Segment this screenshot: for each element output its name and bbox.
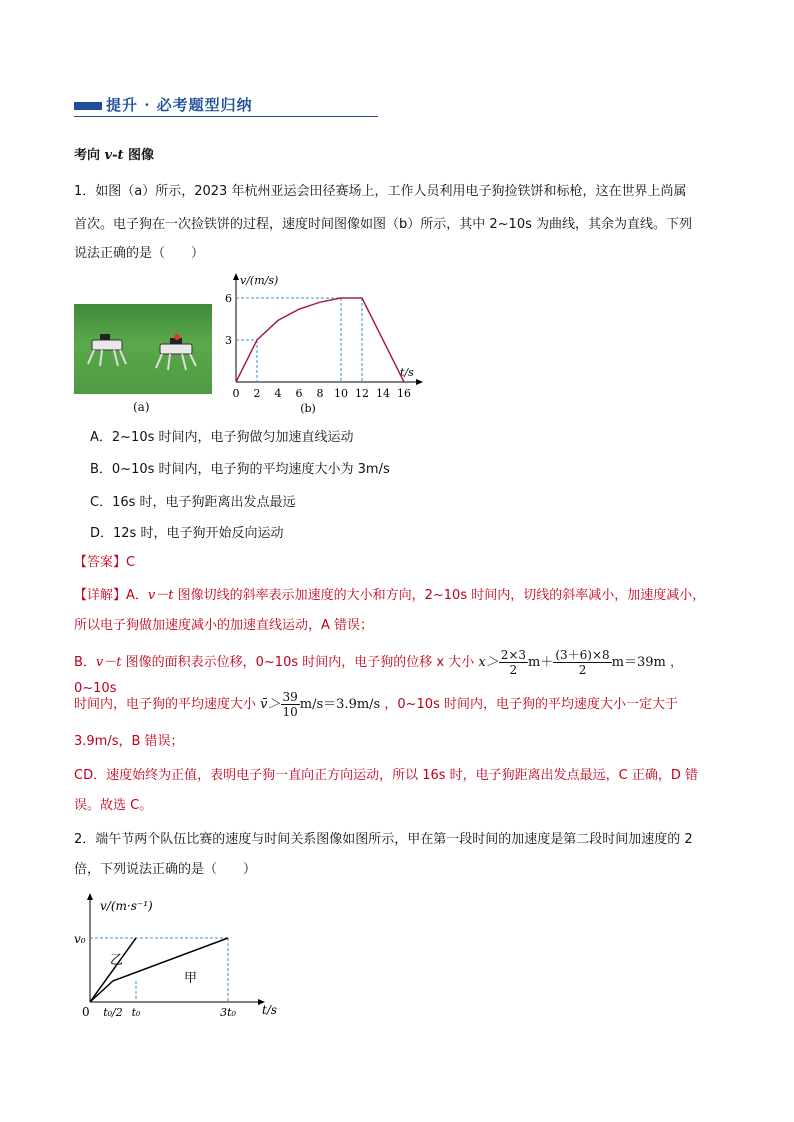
vt-chart-b bbox=[224, 272, 424, 424]
y-tick-label: v₀ bbox=[74, 932, 86, 946]
detail-4b: ，0~10s 时间内，电子狗的平均速度大小一定大于 bbox=[384, 697, 678, 712]
velocity-curve bbox=[236, 298, 404, 382]
x-tick-label: 2 bbox=[253, 387, 261, 400]
y-axis-arrow bbox=[233, 273, 239, 280]
x-tick-label: 4 bbox=[274, 387, 282, 400]
origin-label: 0 bbox=[82, 1005, 90, 1019]
x-axis-arrow bbox=[416, 379, 423, 385]
frac-1 bbox=[499, 648, 528, 677]
q1-stem-line-1: 1．如图（a）所示，2023 年杭州亚运会田径赛场上，工作人员利用电子狗捡铁饼和标枪，这在世界上尚属 bbox=[74, 184, 687, 199]
detail-3d: ，0~10s bbox=[74, 655, 684, 696]
topic-prefix: 考向 bbox=[74, 148, 101, 163]
x-tick-label: 14 bbox=[376, 387, 390, 400]
q1-stem-line-3: 说法正确的是（ ） bbox=[74, 246, 205, 261]
y-axis-label: v/(m/s) bbox=[240, 274, 279, 287]
x-tick-label: t₀ bbox=[131, 1006, 141, 1019]
q1-answer: 【答案】C bbox=[74, 555, 136, 570]
header-accent-bar bbox=[74, 102, 102, 110]
topic-heading bbox=[74, 144, 154, 163]
detail-line-1 bbox=[74, 584, 724, 608]
x-tick-label: 10 bbox=[334, 387, 348, 400]
x-tick-label: 6 bbox=[295, 387, 303, 400]
series-line-2 bbox=[90, 938, 228, 1002]
series-line-1 bbox=[90, 938, 136, 1002]
q1-stem-line-2: 首次。电子狗在一次捡铁饼的过程，速度时间图像如图（b）所示，其中 2~10s 为曲线，其余为直线。下列 bbox=[74, 217, 692, 232]
y-axis-arrow bbox=[87, 893, 93, 900]
frac-2-den: 2 bbox=[578, 663, 587, 677]
x-axis-label: t/s bbox=[262, 1003, 278, 1017]
q1-option-c: C．16s 时，电子狗距离出发点最远 bbox=[90, 495, 296, 510]
formula-x: x＞ bbox=[478, 655, 499, 670]
formula-v: m/s＝3.9m/s bbox=[299, 697, 381, 712]
detail-1c: 图像切线的斜率表示加速度的大小和方向，2~10s 时间内，切线的斜率减小，加速度减小， bbox=[173, 588, 706, 603]
q1-option-a: A．2~10s 时间内，电子狗做匀加速直线运动 bbox=[90, 430, 354, 445]
electronic-dog-photo bbox=[74, 304, 212, 394]
q1-option-d: D．12s 时，电子狗开始反向运动 bbox=[90, 526, 284, 541]
q1-option-b: B．0~10s 时间内，电子狗的平均速度大小为 3m/s bbox=[90, 462, 390, 477]
header-underline bbox=[74, 116, 378, 117]
series-label-jia: 甲 bbox=[184, 971, 198, 986]
frac-2 bbox=[553, 648, 611, 677]
detail-line-4 bbox=[74, 690, 724, 719]
y-tick-label: 6 bbox=[225, 292, 232, 305]
x-tick-label: 16 bbox=[397, 387, 411, 400]
fig-a-caption: (a) bbox=[133, 400, 150, 414]
q2-stem-line-1: 2．端午节两个队伍比赛的速度与时间关系图像如图所示，甲在第一段时间的加速度是第二段时间加速度的 2 bbox=[74, 832, 693, 847]
velocity-formula bbox=[260, 690, 384, 719]
fig-b-caption: (b) bbox=[300, 402, 316, 415]
series-label-yi: 乙 bbox=[110, 953, 124, 968]
frac-1-num: 2×3 bbox=[500, 648, 527, 662]
y-axis-label: v/(m·s⁻¹) bbox=[100, 899, 153, 913]
detail-line-6: CD．速度始终为正值，表明电子狗一直向正方向运动，所以 16s 时，电子狗距离出发点最远，C 正确，D 错 bbox=[74, 768, 699, 783]
x-tick-label: 12 bbox=[355, 387, 369, 400]
x-tick-label: 3t₀ bbox=[220, 1006, 236, 1019]
detail-line-7: 误。故选 C。 bbox=[74, 798, 153, 813]
q2-stem-line-2: 倍，下列说法正确的是（ ） bbox=[74, 862, 257, 877]
section-header bbox=[74, 92, 378, 120]
formula-vbar: v̄＞ bbox=[260, 697, 281, 712]
x-axis-label: t/s bbox=[400, 366, 414, 379]
detail-line-2: 所以电子狗做加速度减小的加速直线运动，A 错误； bbox=[74, 618, 374, 633]
x-tick-label: t₀/2 bbox=[103, 1006, 123, 1019]
detail-4a: 时间内，电子狗的平均速度大小 bbox=[74, 697, 257, 712]
detail-line-5: 3.9m/s，B 错误； bbox=[74, 734, 184, 749]
frac-1-den: 2 bbox=[509, 663, 518, 677]
detail-1a: 【详解】A． bbox=[74, 588, 148, 603]
frac-2-num: (3＋6)×8 bbox=[555, 648, 610, 662]
x-tick-label: 8 bbox=[316, 387, 324, 400]
displacement-formula bbox=[478, 648, 670, 677]
detail-3a: B． bbox=[74, 655, 96, 670]
x-tick-label: 0 bbox=[232, 387, 240, 400]
detail-1b: v－t bbox=[147, 588, 174, 603]
vt-chart-q2 bbox=[72, 890, 292, 1029]
y-tick-label: 3 bbox=[225, 334, 232, 347]
header-title: 提升 · 必考题型归纳 bbox=[106, 96, 253, 114]
frac-3 bbox=[281, 690, 300, 719]
formula-plus: m＋ bbox=[528, 655, 554, 670]
frac-3-num: 39 bbox=[282, 690, 298, 704]
detail-3c: 图像的面积表示位移，0~10s 时间内，电子狗的位移 x 大小 bbox=[121, 655, 475, 670]
detail-3b: v－t bbox=[95, 655, 122, 670]
topic-suffix: 图像 bbox=[128, 148, 155, 163]
formula-result: m＝39m bbox=[611, 655, 666, 670]
frac-3-den: 10 bbox=[282, 705, 298, 719]
topic-var: v-t bbox=[104, 148, 124, 163]
